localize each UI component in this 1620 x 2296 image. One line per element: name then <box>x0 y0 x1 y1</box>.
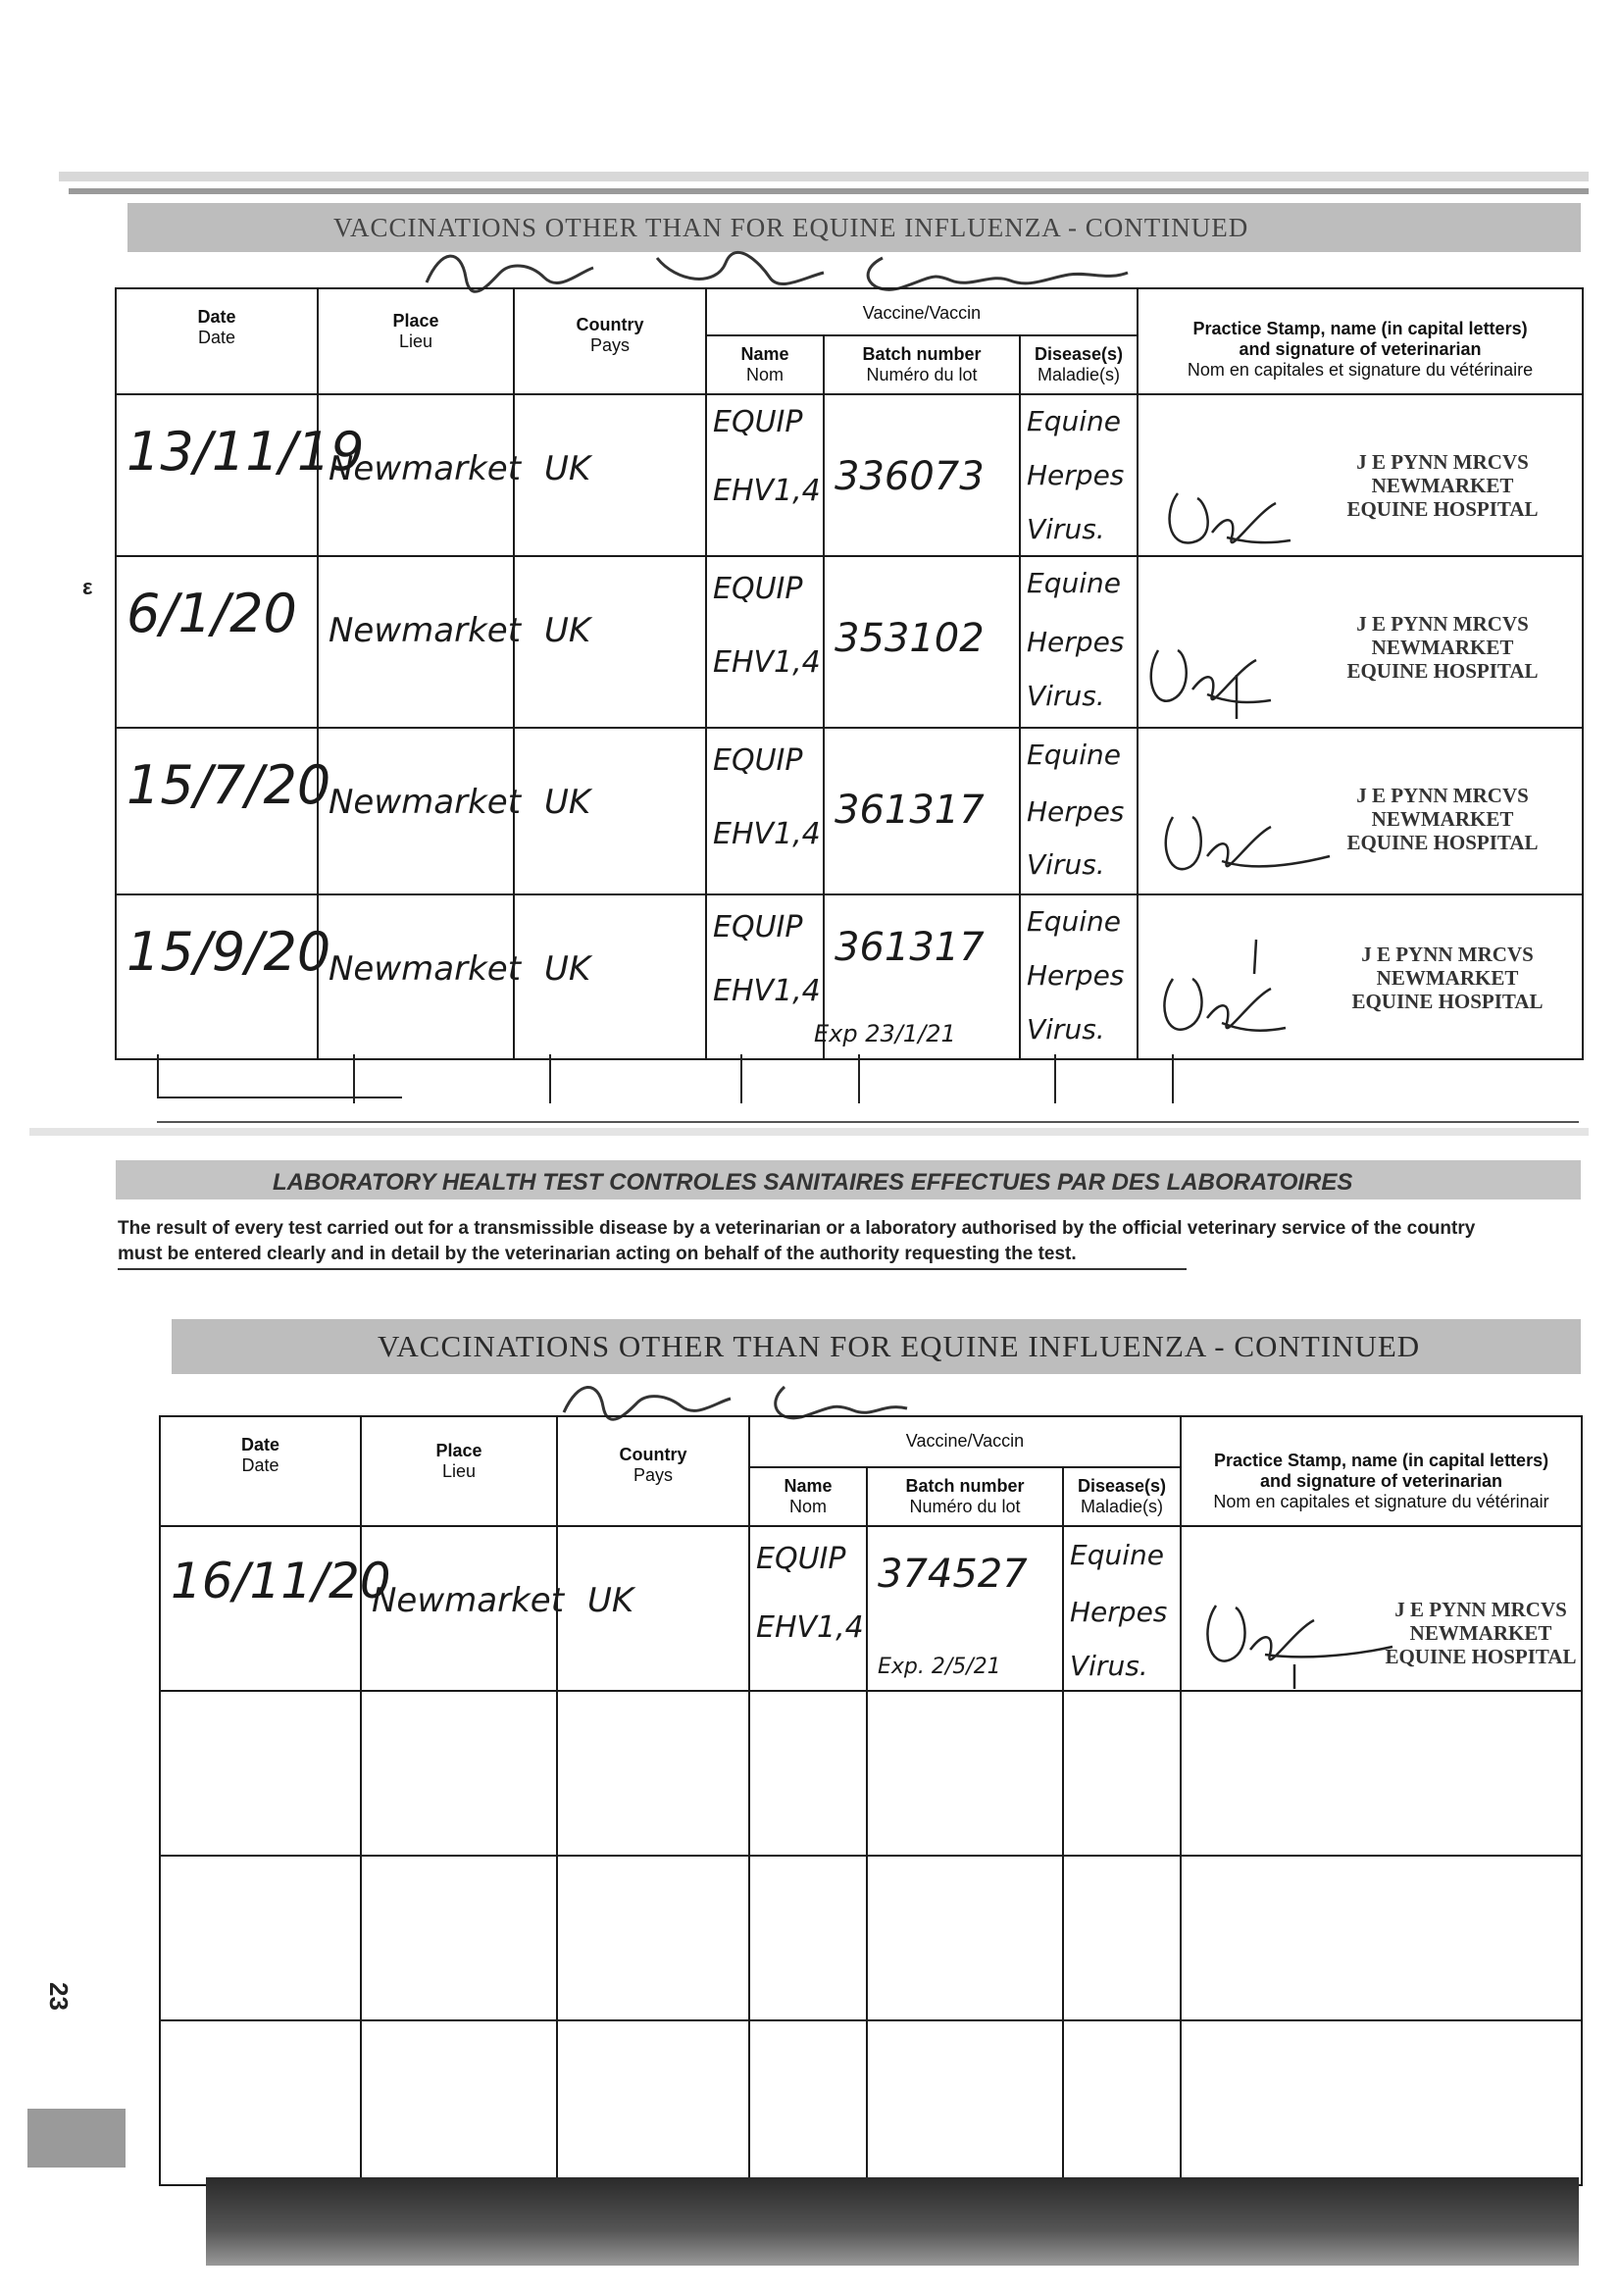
top-section-banner: VACCINATIONS OTHER THAN FOR EQUINE INFLUENZA - CONTINUED <box>127 203 1581 252</box>
date-value: 16/11/20 <box>171 1553 391 1609</box>
vaccine-name-value: EQUIP <box>713 405 803 439</box>
header-place: Place Lieu <box>361 1416 557 1526</box>
batch-value: 361317 <box>835 925 985 970</box>
disease-value-3: Virus. <box>1027 1013 1105 1046</box>
header-date: Date Date <box>160 1416 361 1526</box>
bottom-section-banner: VACCINATIONS OTHER THAN FOR EQUINE INFLUENZA - CONTINUED <box>172 1319 1581 1374</box>
disease-value: Equine <box>1027 739 1121 771</box>
veterinarian-stamp: J E PYNN MRCVS NEWMARKET EQUINE HOSPITAL <box>1346 612 1539 683</box>
batch-value: 361317 <box>835 788 985 833</box>
vaccine-name-value: EQUIP <box>713 910 803 944</box>
disease-value: Equine <box>1027 405 1121 437</box>
country-value: UK <box>544 449 591 488</box>
place-value: Newmarket <box>372 1581 565 1620</box>
disease-value-2: Herpes <box>1027 959 1125 992</box>
place-value: Newmarket <box>329 449 522 488</box>
table-row-empty <box>160 2020 1582 2185</box>
scan-shadow-bottom <box>206 2177 1579 2266</box>
table-row <box>116 394 1583 556</box>
place-value: Newmarket <box>329 783 522 822</box>
lab-underline <box>118 1268 1187 1270</box>
disease-value: Equine <box>1070 1539 1164 1571</box>
veterinarian-signature <box>1139 626 1286 724</box>
page-overlap-shadow <box>29 1128 1589 1136</box>
place-value: Newmarket <box>329 611 522 650</box>
header-vaccine-group: Vaccine/Vaccin <box>749 1416 1181 1467</box>
date-value: 6/1/20 <box>127 583 297 644</box>
batch-value: 336073 <box>835 454 985 499</box>
table-row <box>116 556 1583 728</box>
disease-value-3: Virus. <box>1027 680 1105 712</box>
batch-value: 353102 <box>835 616 985 661</box>
table-row <box>116 728 1583 894</box>
header-date: Date Date <box>116 288 318 394</box>
scan-shadow-top-2 <box>69 188 1589 194</box>
veterinarian-stamp: J E PYNN MRCVS NEWMARKET EQUINE HOSPITAL <box>1346 784 1539 854</box>
vaccine-name-value: EQUIP <box>713 743 803 778</box>
header-batch: Batch number Numéro du lot <box>824 335 1020 394</box>
margin-glyph: ε <box>82 575 93 599</box>
header-disease: Disease(s) Maladie(s) <box>1063 1467 1181 1526</box>
date-value: 15/9/20 <box>127 921 331 983</box>
vaccine-name-value: EQUIP <box>713 572 803 606</box>
page-number: 23 <box>43 1982 74 2011</box>
lab-section-line-1: The result of every test carried out for a transmissible disease by a veterinarian or a laboratory authorised by the official veterinary service of the country <box>118 1218 1476 1239</box>
disease-value-2: Herpes <box>1027 795 1125 828</box>
veterinarian-signature <box>1153 797 1340 891</box>
veterinarian-stamp: J E PYNN MRCVS NEWMARKET EQUINE HOSPITAL <box>1346 450 1539 521</box>
disease-value-3: Virus. <box>1027 513 1105 545</box>
table-row <box>160 1526 1582 1691</box>
vaccination-table-bottom <box>159 1415 1583 2186</box>
header-disease: Disease(s) Maladie(s) <box>1020 335 1138 394</box>
expiry-note: Exp. 2/5/21 <box>878 1655 1001 1679</box>
header-batch: Batch number Numéro du lot <box>867 1467 1063 1526</box>
partial-row-remnant <box>157 1054 1579 1123</box>
vaccine-name-value-2: EHV1,4 <box>713 645 821 680</box>
scan-shadow-top <box>59 172 1589 181</box>
batch-value: 374527 <box>878 1552 1028 1597</box>
veterinarian-stamp: J E PYNN MRCVS NEWMARKET EQUINE HOSPITAL <box>1351 943 1544 1013</box>
lab-section-title: LABORATORY HEALTH TEST CONTROLES SANITAIRES EFFECTUES PAR DES LABORATOIRES <box>116 1160 1581 1199</box>
expiry-note: Exp 23/1/21 <box>814 1020 956 1047</box>
header-country: Country Pays <box>514 288 706 394</box>
disease-value-3: Virus. <box>1027 848 1105 881</box>
margin-bar <box>27 2109 126 2168</box>
vaccine-name-value-2: EHV1,4 <box>713 817 821 851</box>
header-practice: Practice Stamp, name (in capital letters) and signature of veterinarian Nom en capitales et signature du vétérinaire <box>1138 288 1583 394</box>
header-country: Country Pays <box>557 1416 749 1526</box>
veterinarian-signature <box>1148 935 1305 1052</box>
disease-value-2: Herpes <box>1027 626 1125 658</box>
country-value: UK <box>544 949 591 989</box>
vaccine-name-value-2: EHV1,4 <box>713 474 821 508</box>
country-value: UK <box>544 783 591 822</box>
veterinarian-signature <box>1158 474 1305 562</box>
disease-value-3: Virus. <box>1070 1650 1148 1682</box>
header-vaccine-group: Vaccine/Vaccin <box>706 288 1138 335</box>
table-row-empty <box>160 1691 1582 1856</box>
place-value: Newmarket <box>329 949 522 989</box>
header-practice: Practice Stamp, name (in capital letters) and signature of veterinarian Nom en capitales et signature du vétérinair <box>1181 1416 1582 1526</box>
disease-value: Equine <box>1027 905 1121 938</box>
vaccine-name-value: EQUIP <box>756 1542 846 1576</box>
header-name: Name Nom <box>749 1467 867 1526</box>
date-value: 15/7/20 <box>127 754 331 816</box>
header-place: Place Lieu <box>318 288 514 394</box>
country-value: UK <box>587 1581 634 1620</box>
vaccine-name-value-2: EHV1,4 <box>756 1610 864 1645</box>
veterinarian-signature <box>1191 1586 1397 1694</box>
disease-value-2: Herpes <box>1070 1596 1168 1628</box>
vaccination-table-top <box>115 287 1584 1060</box>
veterinarian-stamp: J E PYNN MRCVS NEWMARKET EQUINE HOSPITAL <box>1385 1598 1577 1668</box>
lab-section-line-2: must be entered clearly and in detail by the veterinarian acting on behalf of the authority requesting the test. <box>118 1244 1077 1264</box>
date-value: 13/11/19 <box>127 421 365 483</box>
country-value: UK <box>544 611 591 650</box>
disease-value-2: Herpes <box>1027 459 1125 491</box>
header-name: Name Nom <box>706 335 824 394</box>
table-row-empty <box>160 1856 1582 2020</box>
vaccine-name-value-2: EHV1,4 <box>713 974 821 1008</box>
disease-value: Equine <box>1027 567 1121 599</box>
